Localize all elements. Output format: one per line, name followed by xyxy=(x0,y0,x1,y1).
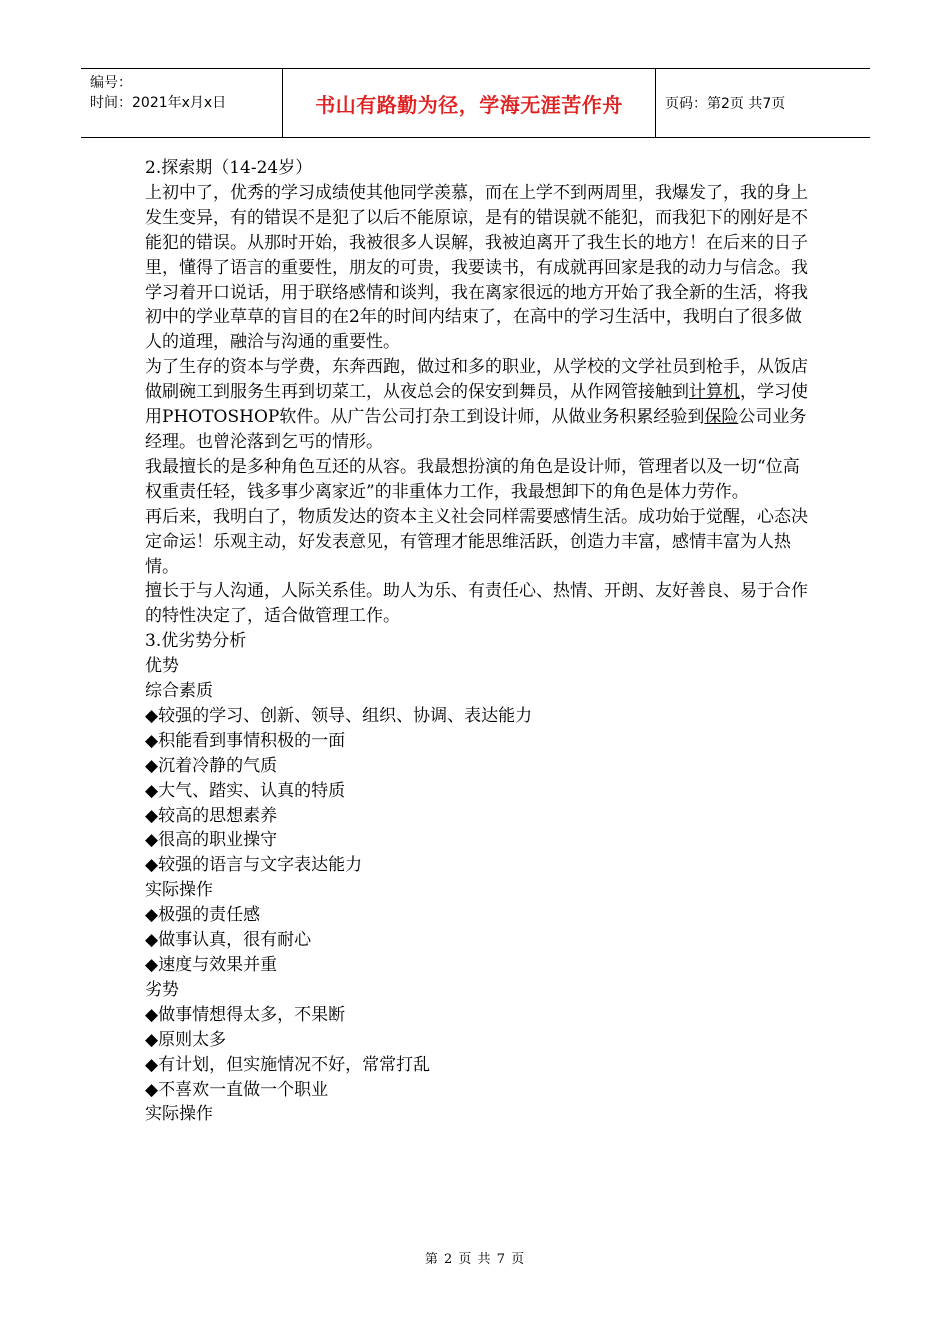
list-item: ◆速度与效果并重 xyxy=(145,955,278,975)
header-motto-cell xyxy=(283,69,656,137)
strengths-heading: 优势 xyxy=(145,656,179,677)
list-item: ◆做事情想得太多，不果断 xyxy=(145,1004,346,1025)
list-item: ◆很高的职业操守 xyxy=(145,830,278,851)
practice-heading: 实际操作 xyxy=(145,880,213,901)
list-item: ◆大气、踏实、认真的特质 xyxy=(145,780,346,801)
section-2-title: 2.探索期（14-24岁） xyxy=(145,158,313,178)
header-page-number: 页码：第2页 共7页 xyxy=(665,96,786,112)
list-item: ◆沉着冷静的气质 xyxy=(145,755,278,776)
list-item: ◆较强的语言与文字表达能力 xyxy=(145,855,363,876)
document-time-label: 时间：2021年x月x日 xyxy=(90,95,227,111)
footer-page-number: 第 2 页 共 7 页 xyxy=(424,1252,526,1267)
insurance-link[interactable]: 保险 xyxy=(704,407,739,428)
page-header xyxy=(81,68,870,138)
page-footer xyxy=(0,1248,950,1267)
practice-heading-2: 实际操作 xyxy=(145,1104,213,1125)
header-page-cell xyxy=(656,69,870,137)
paragraph-2-text-c: 公司业务经理。也曾沦落到乞丐的情形。 xyxy=(145,407,807,452)
list-item: ◆不喜欢一直做一个职业 xyxy=(145,1079,329,1100)
list-item: ◆做事认真，很有耐心 xyxy=(145,930,312,951)
weakness-heading: 劣势 xyxy=(145,979,179,1000)
list-item: ◆极强的责任感 xyxy=(145,905,261,926)
header-meta xyxy=(81,69,283,137)
document-body xyxy=(145,156,815,1127)
list-item: ◆有计划，但实施情况不好，常常打乱 xyxy=(145,1054,431,1075)
list-item: ◆较强的学习、创新、领导、组织、协调、表达能力 xyxy=(145,705,533,726)
general-quality-heading: 综合素质 xyxy=(145,681,213,702)
paragraph-5: 擅长于与人沟通，人际关系佳。助人为乐、有责任心、热情、开朗、友好善良、易于合作的特性决定了，适合做管理工作。 xyxy=(145,581,808,627)
paragraph-4: 再后来，我明白了，物质发达的资本主义社会同样需要感情生活。成功始于觉醒，心态决定命运！乐观主动，好发表意见，有管理才能思维活跃，创造力丰富，感情丰富为人热情。 xyxy=(145,506,808,577)
list-item: ◆积能看到事情积极的一面 xyxy=(145,730,346,751)
document-number-label: 编号： xyxy=(90,75,132,91)
list-item: ◆原则太多 xyxy=(145,1029,227,1050)
paragraph-2-text-b: ，学习使用PHOTOSHOP软件。从广告公司打杂工到设计师，从做业务积累经验到 xyxy=(145,382,808,428)
list-item: ◆较高的思想素养 xyxy=(145,805,278,826)
paragraph-2-text-a: 为了生存的资本与学费，东奔西跑，做过和多的职业，从学校的文学社员到枪手，从饭店做刷碗工到服务生再到切菜工，从夜总会的保安到舞员，从作网管接触到 xyxy=(145,357,808,403)
paragraph-1: 上初中了，优秀的学习成绩使其他同学羡慕，而在上学不到两周里，我爆发了，我的身上发生变异，有的错误不是犯了以后不能原谅，是有的错误就不能犯，而我犯下的刚好是不能犯的错误。从那时开始，我被很多人误解，我被迫离开了我生长的地方！在后来的日子里，懂得了语言的重要性，朋友的可贵，我要读书，有成就再回家是我的动力与信念。我学习着开口说话，用于联络感情和谈判，我在离家很远的地方开始了我全新的生活，将我初中的学业草草的盲目的在2年的时间内结束了，在高中的学习生活中，我明白了很多做人的道理，融洽与沟通的重要性。 xyxy=(145,182,808,353)
paragraph-3: 我最擅长的是多种角色互还的从容。我最想扮演的角色是设计师，管理者以及一切“位高权重责任轻，钱多事少离家近”的非重体力工作，我最想卸下的角色是体力劳作。 xyxy=(145,456,800,502)
header-motto: 书山有路勤为径，学海无涯苦作舟 xyxy=(315,92,623,117)
computer-link[interactable]: 计算机 xyxy=(689,382,740,403)
paragraph-2 xyxy=(145,355,815,455)
section-3-title: 3.优劣势分析 xyxy=(145,631,247,652)
